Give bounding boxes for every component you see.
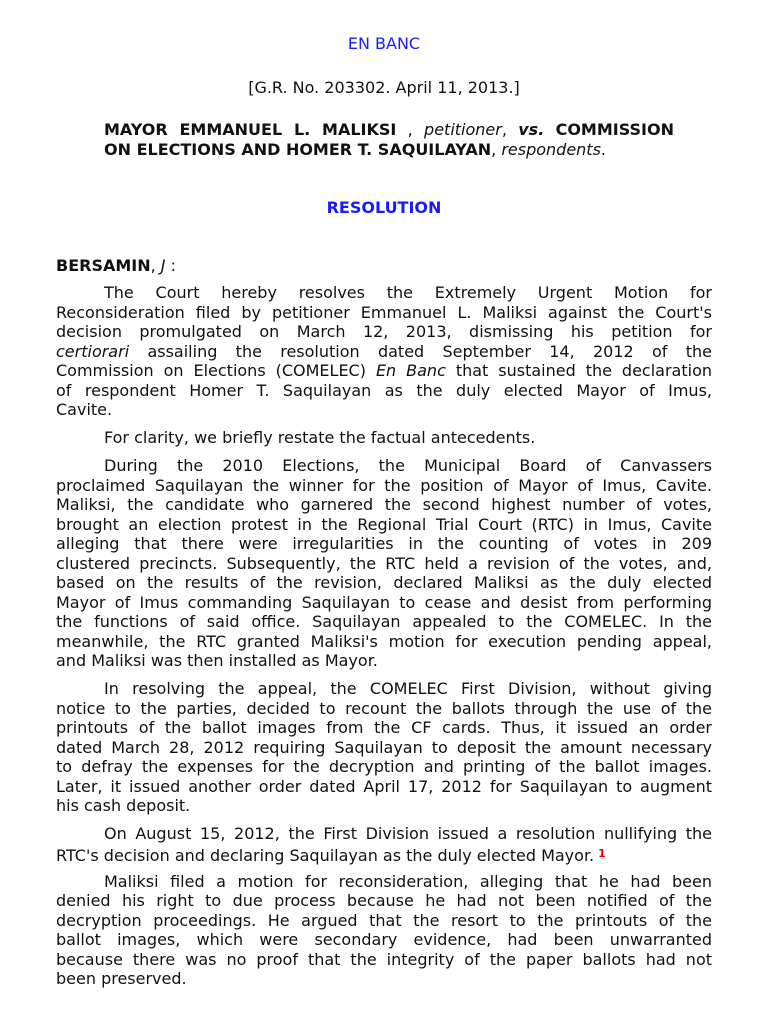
italic-text: certiorari [56,341,130,361]
text-segment: alleging that there were irregularities in the counting of votes in 209 [56,534,712,553]
text-segment: to defray the expenses for the decryption and printing of the ballot images. [56,757,712,776]
text-line [56,381,712,401]
text-line [56,361,712,381]
ponente-line [56,256,176,275]
text-segment: , [396,120,425,139]
bold-text: MAYOR EMMANUEL L. MALIKSI [104,120,397,139]
text-segment: For clarity, we briefly restate the factual antecedents. [104,428,536,447]
text-line [56,796,712,816]
case-number: [G.R. No. 203302. April 11, 2013.] [248,78,520,97]
text-segment: Maliksi, the candidate who garnered the second highest number of votes, [56,495,712,514]
text-line [56,283,712,303]
text-line [56,738,712,758]
text-line [56,515,712,535]
text-segment: In resolving the appeal, the COMELEC First Division, without giving [104,679,712,698]
text-line [56,612,712,632]
text-segment: proclaimed Saquilayan the winner for the position of Mayor of Imus, Cavite. [56,475,712,495]
text-line [56,699,712,719]
ponente-title: J [160,256,166,275]
text-line [56,593,712,613]
text-segment: dated March 28, 2012 requiring Saquilayan to deposit the amount necessary [56,737,712,757]
text-line [56,969,712,989]
text-line [56,342,712,362]
paragraph [56,824,712,863]
paragraph [56,679,712,816]
text-segment: , [491,139,502,159]
paragraph [56,872,712,989]
footnote-link[interactable]: 1 [598,846,606,860]
text-segment: The Court hereby resolves the Extremely Urgent Motion for [104,283,712,302]
text-segment: clustered precincts. Subsequently, the RTC held a revision of the votes, and, [56,553,712,573]
text-segment: based on the results of the revision, declared Maliksi as the duly elected [56,573,712,592]
text-line [56,554,712,574]
text-segment: denied his right to due process because he had not been notified of the [56,891,712,910]
text-segment: assailing the resolution dated September 14, 2012 of the [129,341,712,361]
text-line [56,428,712,448]
text-line [56,632,712,652]
text-line [56,573,712,593]
text-line [56,534,712,554]
text-segment: brought an election protest in the Regional Trial Court (RTC) in Imus, Cavite [56,514,712,534]
title-line [104,140,674,160]
document-type-heading: RESOLUTION [326,198,442,217]
text-line [56,777,712,797]
text-segment: been preserved. [56,969,187,988]
bold-text: ON ELECTIONS AND HOMER T. SAQUILAYAN [104,139,492,159]
text-segment: On August 15, 2012, the First Division issued a resolution nullifying the [104,824,712,843]
paragraph [56,456,712,671]
ponente-suffix: , [150,256,161,275]
text-segment: , [501,120,519,139]
text-line [56,950,712,970]
text-line [56,400,712,420]
text-segment: RTC's decision and declaring Saquilayan as the duly elected Mayor. [56,845,595,865]
text-segment [544,120,555,139]
text-segment: because there was no proof that the integrity of the paper ballots had not [56,949,712,969]
bold-italic-text: vs. [518,120,545,139]
text-segment: ballot images, which were secondary evidence, had been unwarranted [56,930,712,949]
text-segment: printouts of the ballot images from the CF cards. Thus, it issued an order [56,718,712,737]
paragraph [56,428,712,448]
text-segment: Mayor of Imus commanding Saquilayan to cease and desist from performing [56,592,712,612]
text-segment: that sustained the declaration [445,361,713,380]
resolution-body [56,283,712,997]
text-segment: During the 2010 Elections, the Municipal Board of Canvassers [104,456,712,475]
text-segment: Cavite. [56,400,113,419]
text-segment: meanwhile, the RTC granted Maliksi's motion for execution pending appeal, [56,631,712,651]
bold-text: COMMISSION [555,120,674,139]
italic-text: respondents [501,139,601,159]
title-line [104,120,674,140]
ponente-colon: : [165,256,176,275]
text-line [56,872,712,892]
text-line [56,322,712,342]
text-line [56,303,712,323]
text-segment: decision promulgated on March 12, 2013, dismissing his petition for [56,322,712,341]
text-segment: his cash deposit. [56,796,191,815]
text-segment: and Maliksi was then installed as Mayor. [56,651,378,670]
italic-text: petitioner [424,120,502,139]
italic-text: En Banc [375,361,446,380]
text-line [56,844,712,864]
division-heading: EN BANC [347,34,421,53]
text-segment: Maliksi filed a motion for reconsideration, alleging that he had been [104,871,712,891]
text-segment: Commission on Elections (COMELEC) [56,361,376,380]
text-line [56,757,712,777]
text-segment: Reconsideration filed by petitioner Emmanuel L. Maliksi against the Court's [56,302,712,322]
text-line [56,456,712,476]
text-line [56,679,712,699]
text-line [56,718,712,738]
text-segment: the functions of said office. Saquilayan appealed to the COMELEC. In the [56,612,712,631]
text-line [56,651,712,671]
text-line [56,495,712,515]
ponente-name: BERSAMIN [56,256,151,275]
text-segment: of respondent Homer T. Saquilayan as the duly elected Mayor of Imus, [56,380,712,400]
case-title [104,120,674,159]
text-line [56,930,712,950]
text-segment: . [600,139,606,159]
text-line [56,891,712,911]
text-line [56,476,712,496]
text-line [56,911,712,931]
text-segment: Later, it issued another order dated April 17, 2012 for Saquilayan to augment [56,776,712,796]
paragraph [56,283,712,420]
text-line [56,824,712,844]
text-segment: notice to the parties, decided to recount the ballots through the use of the [56,698,712,718]
text-segment: decryption proceedings. He argued that the resort to the printouts of the [56,910,712,930]
